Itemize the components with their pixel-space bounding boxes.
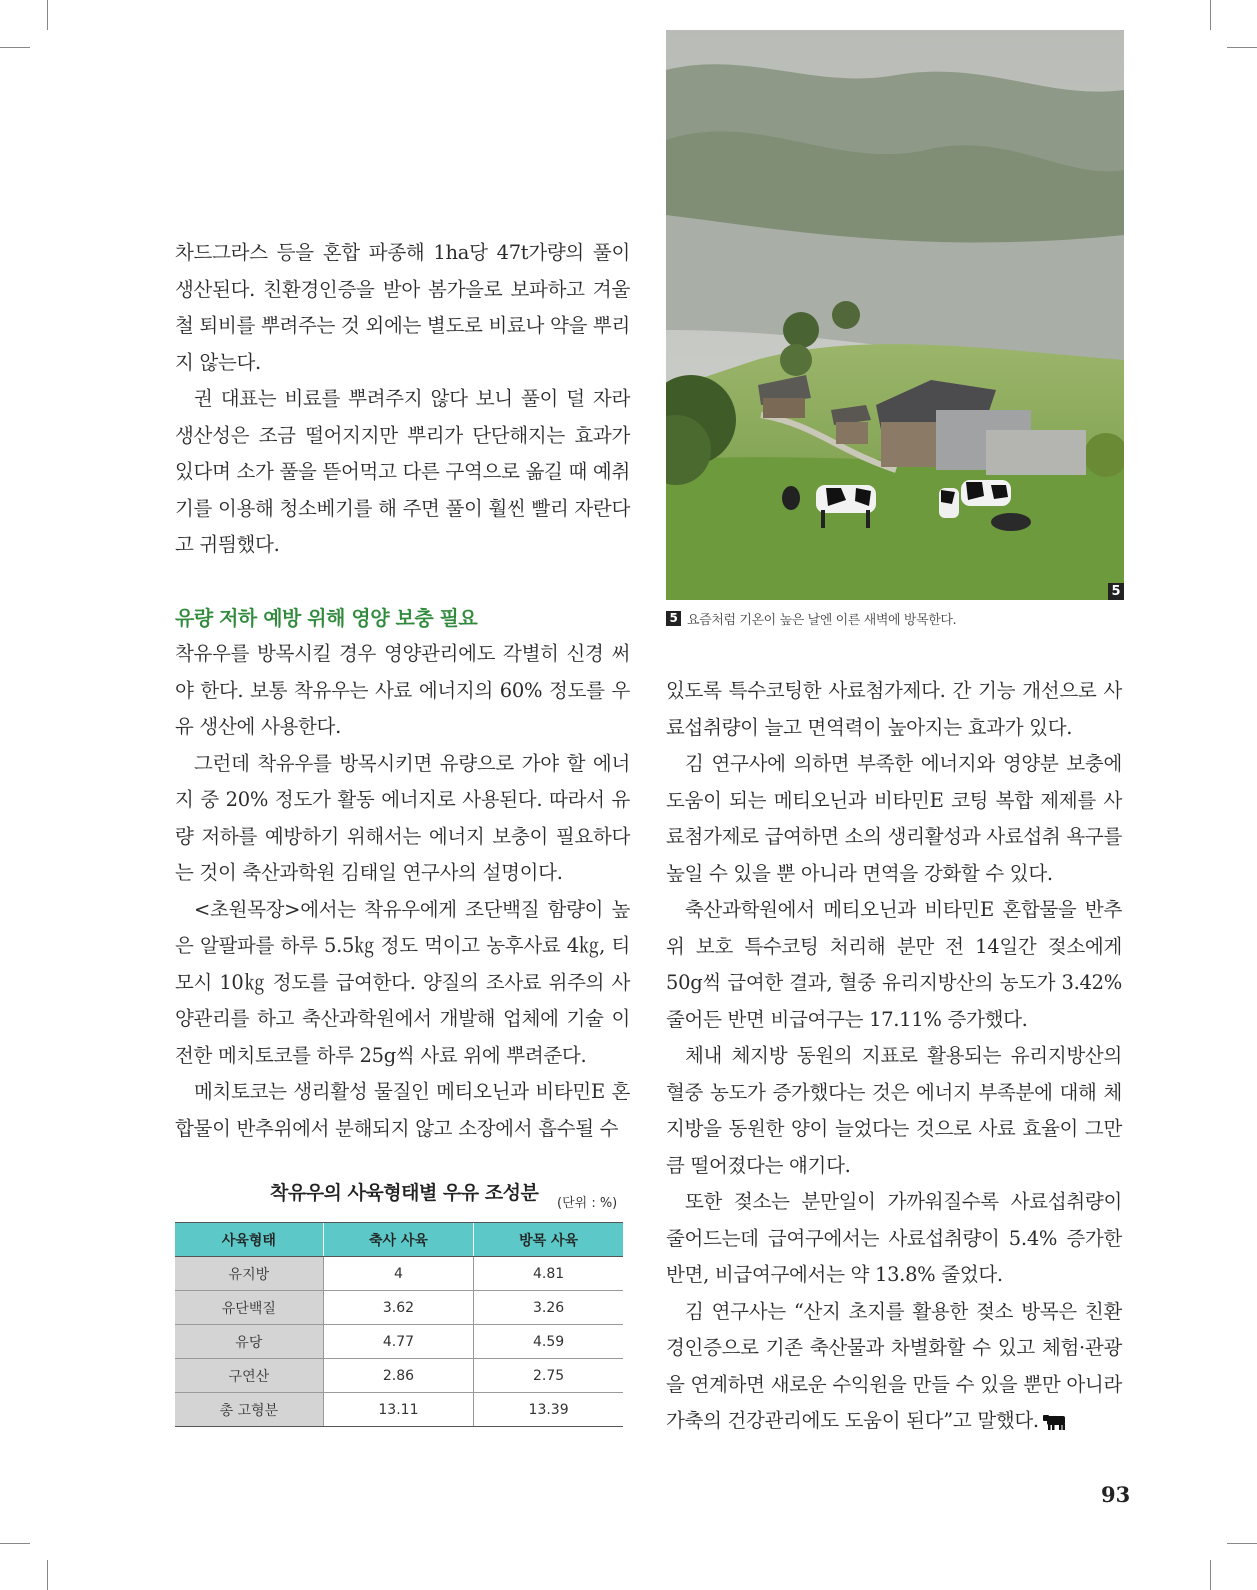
column-header: 방목 사육 [474, 1223, 623, 1257]
final-paragraph-text: 김 연구사는 “산지 초지를 활용한 젖소 방목은 친환경인증으로 기존 축산물과 차별화할 수 있고 체험·관광을 연계하면 새로운 수익원을 만들 수 있을 뿐만 아니라 가축의 건강관리에도 도움이 된다”고 말했다. [666, 1299, 1122, 1432]
row-header: 구연산 [175, 1359, 323, 1393]
row-header: 유당 [175, 1325, 323, 1359]
article-paragraph: 또한 젖소는 분만일이 가까워질수록 사료섭취량이 줄어드는데 급여구에서는 사료섭취량이 5.4% 증가한 반면, 비급여구에서는 약 13.8% 줄었다. [666, 1190, 1122, 1286]
column-header: 축사 사육 [323, 1223, 474, 1257]
section-subheading: 유량 저하 예방 위해 영양 보충 필요 [175, 606, 478, 630]
caption-number-badge: 5 [666, 611, 681, 626]
crop-mark [1227, 47, 1257, 48]
table-row [175, 1359, 623, 1393]
photo-number-badge: 5 [1108, 583, 1124, 600]
article-paragraph-final [666, 1294, 1122, 1440]
article-paragraph: 축산과학원에서 메티오닌과 비타민E 혼합물을 반추위 보호 특수코팅 처리해 분만 전 14일간 젖소에게 50g씩 급여한 결과, 혈중 유리지방산의 농도가 3.42% 줄어든 반면 비급여구는 17.11% 증가했다. [666, 898, 1122, 1031]
table-cell: 3.62 [323, 1291, 474, 1325]
table-cell: 13.39 [474, 1393, 623, 1427]
pasture-photo [666, 30, 1124, 600]
photo-caption [666, 609, 956, 628]
table-cell: 4 [323, 1257, 474, 1291]
table-cell: 4.77 [323, 1325, 474, 1359]
milk-composition-table [175, 1222, 623, 1427]
left-column-top [175, 235, 630, 564]
table-row [175, 1257, 623, 1291]
crop-mark [1210, 1560, 1211, 1590]
article-paragraph: 착유우를 방목시킬 경우 영양관리에도 각별히 신경 써야 한다. 보통 착유우는 사료 에너지의 60% 정도를 우유 생산에 사용한다. [175, 642, 630, 738]
table-cell: 13.11 [323, 1393, 474, 1427]
article-paragraph: <초원목장>에서는 착유우에게 조단백질 함량이 높은 알팔파를 하루 5.5㎏ 정도 먹이고 농후사료 4㎏, 티모시 10㎏ 정도를 급여한다. 양질의 조사료 위주의 사양관리를 하고 축산과학원에서 개발해 업체에 기술 이전한 메치토코를 하루 25g씩 사료 위에 뿌려준다. [175, 897, 630, 1067]
crop-mark [0, 47, 30, 48]
table-cell: 2.75 [474, 1359, 623, 1393]
caption-text: 요즘처럼 기온이 높은 날엔 이른 새벽에 방목한다. [687, 613, 957, 628]
table-header-row [175, 1223, 623, 1257]
table-cell: 4.59 [474, 1325, 623, 1359]
right-column-body [666, 673, 1122, 1440]
crop-mark [0, 1543, 30, 1544]
crop-mark [47, 1560, 48, 1590]
table-title: 착유우의 사육형태별 우유 조성분 [270, 1182, 539, 1204]
column-header: 사육형태 [175, 1223, 323, 1257]
crop-mark [47, 0, 48, 30]
crop-mark [1227, 1543, 1257, 1544]
article-paragraph: 체내 체지방 동원의 지표로 활용되는 유리지방산의 혈중 농도가 증가했다는 것은 에너지 부족분에 대해 체지방을 동원한 양이 늘었다는 것으로 사료 효율이 그만큼 떨어졌다는 얘기다. [666, 1044, 1122, 1177]
article-paragraph: 차드그라스 등을 혼합 파종해 1ha당 47t가량의 풀이 생산된다. 친환경인증을 받아 봄가을로 보파하고 겨울철 퇴비를 뿌려주는 것 외에는 별도로 비료나 약을 뿌리지 않는다. [175, 241, 631, 374]
article-paragraph: 김 연구사에 의하면 부족한 에너지와 영양분 보충에 도움이 되는 메티오닌과 비타민E 코팅 복합 제제를 사료첨가제로 급여하면 소의 생리활성과 사료섭취 욕구를 높일 수 있을 뿐 아니라 면역을 강화할 수 있다. [666, 752, 1122, 885]
pasture-photo-illustration [666, 30, 1124, 600]
table-cell: 4.81 [474, 1257, 623, 1291]
table-row [175, 1291, 623, 1325]
article-paragraph: 그런데 착유우를 방목시키면 유량으로 가야 할 에너지 중 20% 정도가 활동 에너지로 사용된다. 따라서 유량 저하를 예방하기 위해서는 에너지 보충이 필요하다는 것이 축산과학원 김태일 연구사의 설명이다. [175, 751, 630, 884]
row-header: 유단백질 [175, 1291, 323, 1325]
row-header: 총 고형분 [175, 1393, 323, 1427]
table-unit: (단위 : %) [557, 1196, 618, 1211]
article-paragraph: 있도록 특수코팅한 사료첨가제다. 간 기능 개선으로 사료섭취량이 늘고 면역력이 높아지는 효과가 있다. [666, 679, 1122, 739]
table-cell: 3.26 [474, 1291, 623, 1325]
row-header: 유지방 [175, 1257, 323, 1291]
article-paragraph: 메치토코는 생리활성 물질인 메티오닌과 비타민E 혼합물이 반추위에서 분해되지 않고 소장에서 흡수될 수 [175, 1080, 630, 1140]
left-column-body [175, 636, 630, 1147]
table-cell: 2.86 [323, 1359, 474, 1393]
table-row [175, 1325, 623, 1359]
article-paragraph: 권 대표는 비료를 뿌려주지 않다 보니 풀이 덜 자라 생산성은 조금 떨어지지만 뿌리가 단단해지는 효과가 있다며 소가 풀을 뜯어먹고 다른 구역으로 옮길 때 예취기를 이용해 청소베기를 해 주면 풀이 훨씬 빨리 자란다고 귀띔했다. [175, 387, 631, 556]
table-row [175, 1393, 623, 1427]
crop-mark [1210, 0, 1211, 30]
cow-icon [1043, 1414, 1069, 1430]
page-number: 93 [1101, 1482, 1131, 1507]
